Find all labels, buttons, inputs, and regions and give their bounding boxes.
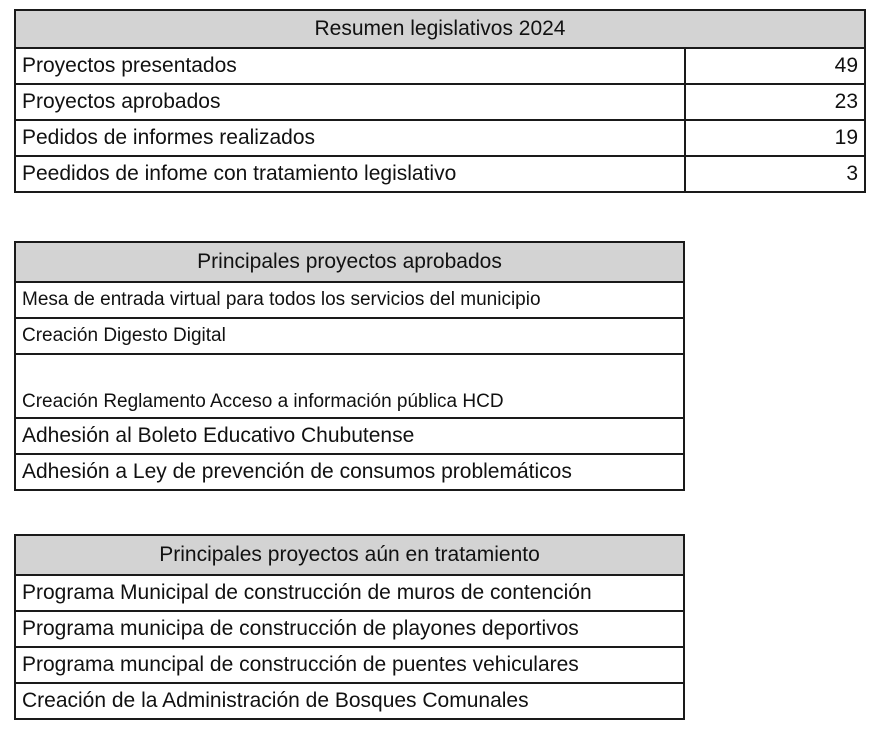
table-row	[15, 156, 865, 192]
table-row	[15, 84, 865, 120]
row-value: 3	[685, 156, 865, 192]
resumen-title: Resumen legislativos 2024	[15, 10, 865, 48]
list-item: Programa municipa de construcción de playones deportivos	[15, 611, 684, 647]
list-item: Programa Municipal de construcción de muros de contención	[15, 575, 684, 611]
table-row	[15, 48, 865, 84]
table-row	[15, 611, 684, 647]
row-label: Proyectos presentados	[15, 48, 685, 84]
table-row	[15, 318, 684, 354]
table-row	[15, 683, 684, 719]
table-row	[15, 120, 865, 156]
tratamiento-table	[14, 534, 685, 720]
row-label: Peedidos de infome con tratamiento legislativo	[15, 156, 685, 192]
row-label: Proyectos aprobados	[15, 84, 685, 120]
resumen-table	[14, 9, 866, 193]
table-row	[15, 282, 684, 318]
table-row	[15, 575, 684, 611]
list-item: Programa muncipal de construcción de puentes vehiculares	[15, 647, 684, 683]
list-item: Mesa de entrada virtual para todos los servicios del municipio	[15, 282, 684, 318]
table-row	[15, 418, 684, 454]
list-item: Adhesión al Boleto Educativo Chubutense	[15, 418, 684, 454]
table-row	[15, 647, 684, 683]
row-value: 23	[685, 84, 865, 120]
list-item: Creación de la Administración de Bosques Comunales	[15, 683, 684, 719]
row-label: Pedidos de informes realizados	[15, 120, 685, 156]
row-value: 19	[685, 120, 865, 156]
table-row	[15, 454, 684, 490]
row-value: 49	[685, 48, 865, 84]
table-row	[15, 354, 684, 418]
list-item: Creación Digesto Digital	[15, 318, 684, 354]
tratamiento-title: Principales proyectos aún en tratamiento	[15, 535, 684, 575]
list-item: Creación Reglamento Acceso a información pública HCD	[15, 354, 684, 418]
aprobados-table	[14, 241, 685, 491]
aprobados-title: Principales proyectos aprobados	[15, 242, 684, 282]
list-item: Adhesión a Ley de prevención de consumos problemáticos	[15, 454, 684, 490]
